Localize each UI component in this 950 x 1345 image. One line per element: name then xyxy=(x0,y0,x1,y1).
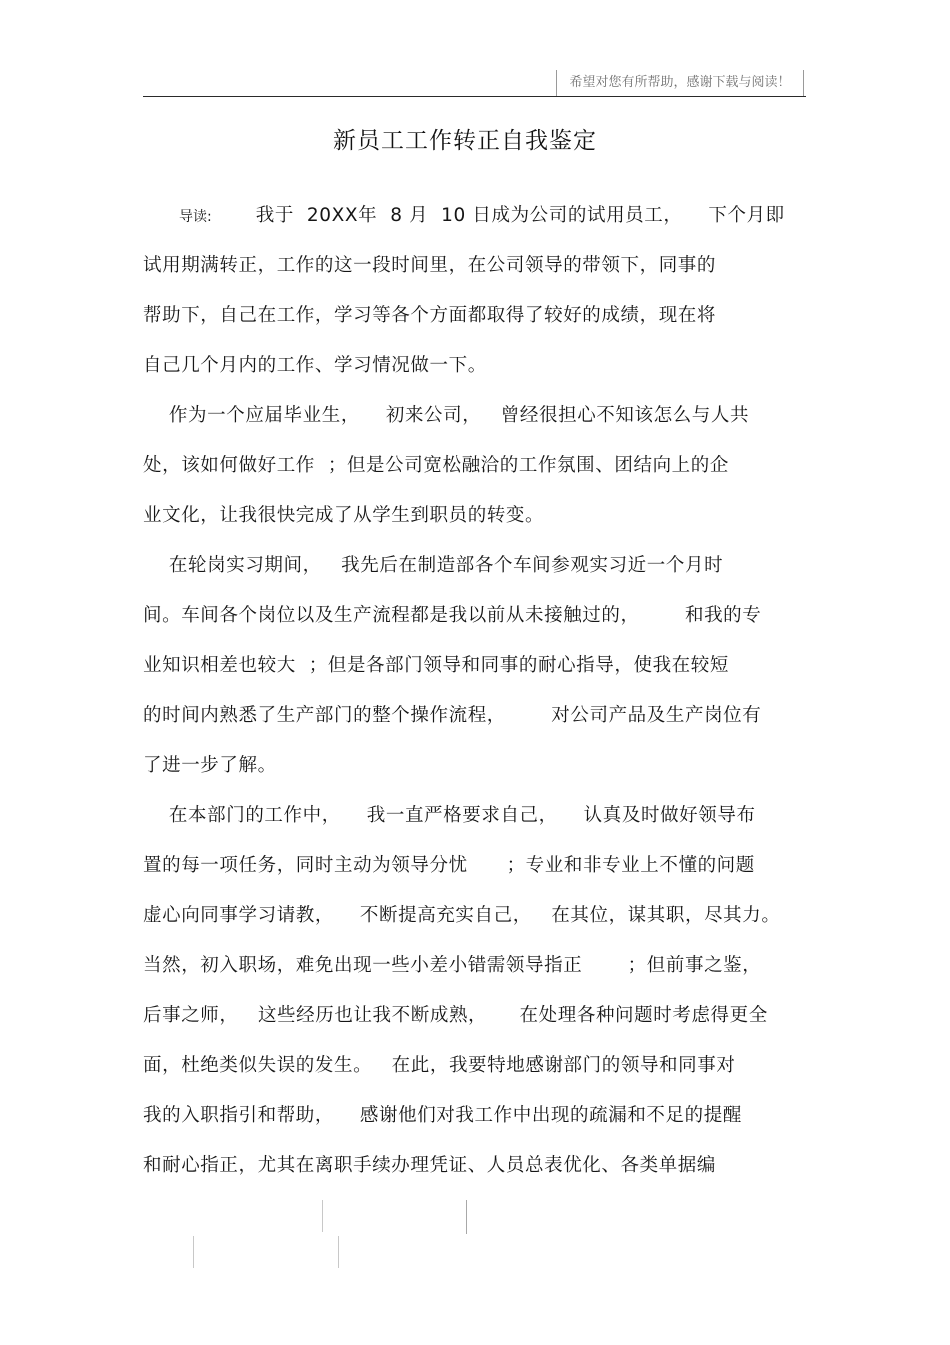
body-line-6: 处，该如何做好工作 ；但是公司宽松融洽的工作氛围、团结向上的企 xyxy=(143,455,729,476)
body-line-7: 业文化，让我很快完成了从学生到职员的转变。 xyxy=(143,505,545,526)
body-line-10: 业知识相差也较大 ；但是各部门领导和同事的耐心指导，使我在较短 xyxy=(143,655,729,676)
scan-mark xyxy=(193,1236,194,1268)
body-line-19: 我的入职指引和帮助， 感谢他们对我工作中出现的疏漏和不足的提醒 xyxy=(143,1105,742,1126)
body-line-2: 试用期满转正，工作的这一段时间里，在公司领导的带领下，同事的 xyxy=(143,255,717,276)
body-line-11: 的时间内熟悉了生产部门的整个操作流程， 对公司产品及生产岗位有 xyxy=(143,705,762,726)
scan-mark xyxy=(338,1236,339,1268)
header-divider xyxy=(143,96,806,97)
scan-mark xyxy=(466,1200,467,1234)
document-title: 新员工工作转正自我鉴定 xyxy=(333,128,597,154)
body-line-8: 在轮岗实习期间， 我先后在制造部各个车间参观实习近一个月时 xyxy=(143,555,724,576)
body-line-4: 自己几个月内的工作、学习情况做一下。 xyxy=(143,355,487,376)
body-line-18: 面，杜绝类似失误的发生。 在此，我要特地感谢部门的领导和同事对 xyxy=(143,1055,736,1076)
body-line-16: 当然，初入职场，难免出现一些小差小错需领导指正 ；但前事之鉴， xyxy=(143,955,762,976)
body-line-3: 帮助下，自己在工作，学习等各个方面都取得了较好的成绩，现在将 xyxy=(143,305,717,326)
body-line-14: 置的每一项任务，同时主动为领导分忧 ；专业和非专业上不懂的问题 xyxy=(143,855,755,876)
header-note: 希望对您有所帮助，感谢下载与阅读！ xyxy=(556,70,804,96)
body-line-text: 我于 20XX年 8 月 10 日成为公司的试用员工， 下个月即 xyxy=(255,205,785,226)
body-line-13: 在本部门的工作中， 我一直严格要求自己， 认真及时做好领导布 xyxy=(143,805,756,826)
body-line-5: 作为一个应届毕业生， 初来公司， 曾经很担心不知该怎么与人共 xyxy=(143,405,750,426)
body-line-9: 间。车间各个岗位以及生产流程都是我以前从未接触过的， 和我的专 xyxy=(143,605,762,626)
scan-mark xyxy=(322,1200,323,1232)
body-line-12: 了进一步了解。 xyxy=(143,755,277,776)
body-line-20: 和耐心指正，尤其在离职手续办理凭证、人员总表优化、各类单据编 xyxy=(143,1155,717,1176)
body-line-1 xyxy=(143,197,785,235)
body-line-17: 后事之师， 这些经历也让我不断成熟， 在处理各种问题时考虑得更全 xyxy=(143,1005,768,1026)
body-line-15: 虚心向同事学习请教， 不断提高充实自己， 在其位，谋其职，尽其力。 xyxy=(143,905,781,926)
lead-label: 导读: xyxy=(179,209,212,225)
